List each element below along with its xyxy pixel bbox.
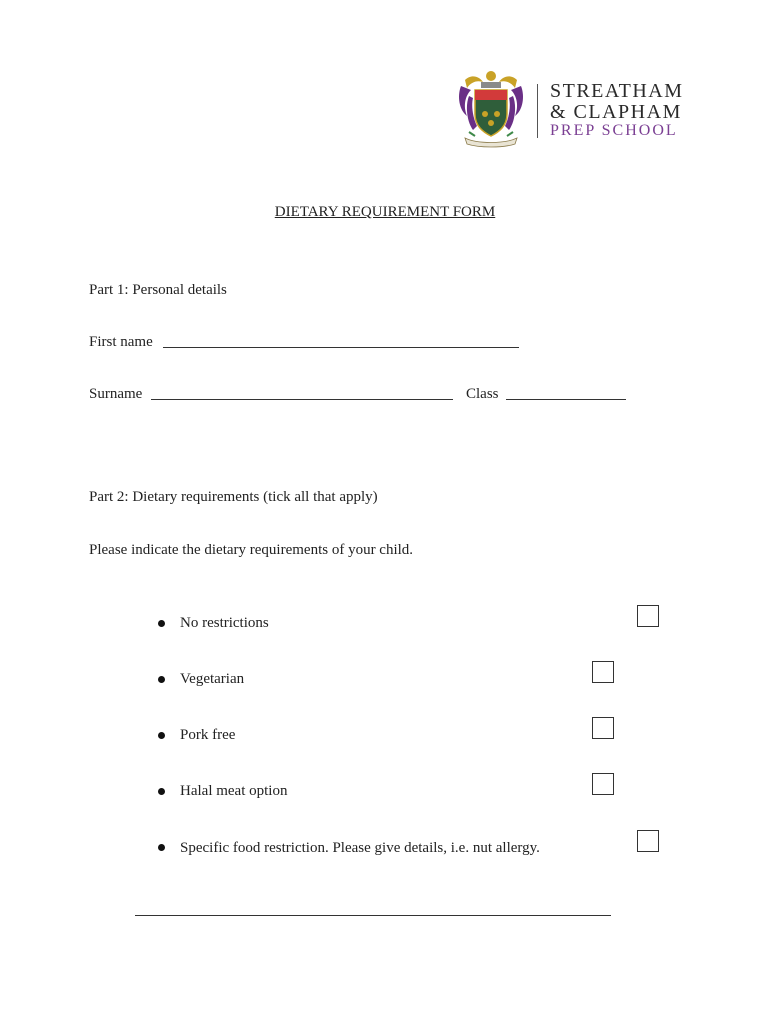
logo-text-line2: & CLAPHAM bbox=[550, 101, 682, 123]
logo-text-line3: PREP SCHOOL bbox=[550, 122, 678, 139]
option-vegetarian-checkbox[interactable] bbox=[592, 661, 614, 683]
bullet-icon bbox=[158, 788, 165, 795]
surname-label: Surname bbox=[89, 386, 143, 402]
bullet-icon bbox=[158, 620, 165, 627]
surname-field[interactable] bbox=[151, 399, 453, 400]
class-label: Class bbox=[466, 386, 499, 402]
option-vegetarian-label: Vegetarian bbox=[180, 671, 245, 687]
form-title: DIETARY REQUIREMENT FORM bbox=[274, 204, 496, 220]
option-specific-restriction-label: Specific food restriction. Please give details, i.e. nut allergy. bbox=[180, 840, 540, 856]
option-specific-restriction-checkbox[interactable] bbox=[637, 830, 659, 852]
part2-heading: Part 2: Dietary requirements (tick all that apply) bbox=[89, 489, 378, 505]
school-crest-icon bbox=[455, 66, 527, 150]
option-halal-label: Halal meat option bbox=[180, 783, 288, 799]
logo-text-line1: STREATHAM bbox=[550, 80, 684, 102]
logo-divider bbox=[537, 84, 538, 138]
restriction-details-field[interactable] bbox=[135, 915, 611, 916]
first-name-field[interactable] bbox=[163, 347, 519, 348]
option-pork-free-label: Pork free bbox=[180, 727, 236, 743]
part1-heading: Part 1: Personal details bbox=[89, 282, 227, 298]
bullet-icon bbox=[158, 844, 165, 851]
first-name-label: First name bbox=[89, 334, 153, 350]
option-no-restrictions-label: No restrictions bbox=[180, 615, 269, 631]
option-no-restrictions-checkbox[interactable] bbox=[637, 605, 659, 627]
part2-instruction: Please indicate the dietary requirements of your child. bbox=[89, 542, 414, 558]
option-halal-checkbox[interactable] bbox=[592, 773, 614, 795]
option-pork-free-checkbox[interactable] bbox=[592, 717, 614, 739]
bullet-icon bbox=[158, 732, 165, 739]
bullet-icon bbox=[158, 676, 165, 683]
class-field[interactable] bbox=[506, 399, 626, 400]
